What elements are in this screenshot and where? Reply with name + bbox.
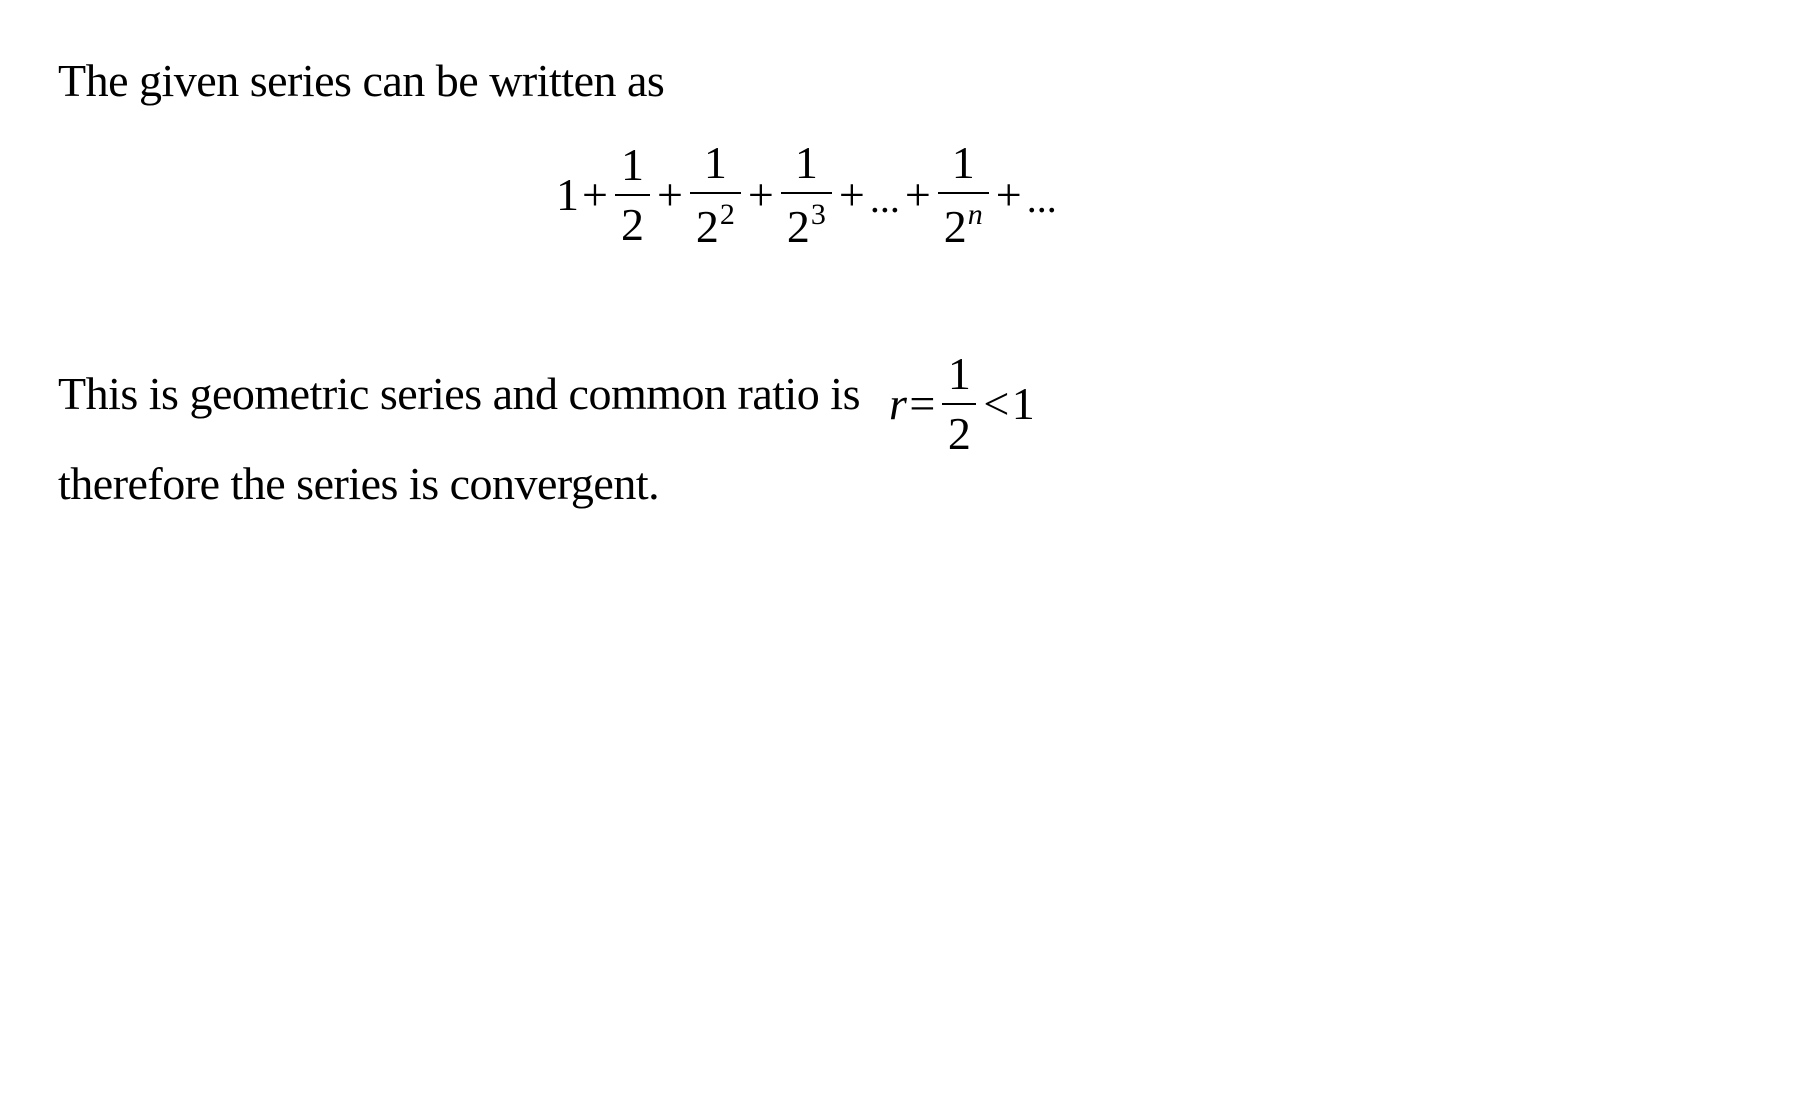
plus-sign: +: [582, 169, 608, 220]
ratio-variable: r: [888, 378, 907, 429]
fraction-denominator: 2$^n$: [943, 198, 983, 252]
series-term-1: [615, 139, 650, 250]
plus-sign: +: [838, 169, 865, 220]
exponent: n: [967, 198, 983, 231]
plus-sign: +: [747, 169, 774, 220]
series-equation: [556, 137, 1059, 252]
ratio-fraction: [942, 348, 977, 459]
series-term-2: [690, 137, 741, 252]
fraction-denominator: $2^3$: [786, 198, 826, 252]
ratio-bound: 1: [1011, 378, 1035, 429]
fraction-denominator: $2^2$: [695, 198, 735, 252]
plus-sign: +: [904, 169, 931, 220]
fraction-numerator: 1: [794, 137, 818, 188]
conclusion-text: therefore the series is convergent.: [58, 458, 660, 509]
ellipsis: ...: [1026, 176, 1057, 221]
fraction-numerator: 1: [620, 139, 644, 190]
ratio-line: [58, 341, 1035, 459]
exponent: 2: [719, 198, 735, 231]
fraction-denominator: 2: [620, 199, 644, 250]
ratio-sentence: This is geometric series and common ratio is: [58, 368, 860, 419]
fraction-denominator: 2: [947, 408, 971, 459]
series-term-3: [781, 137, 832, 252]
fraction-numerator: 1: [951, 137, 975, 188]
ratio-expression: [888, 348, 1035, 459]
ellipsis: ...: [869, 176, 900, 221]
series-general-term: [938, 137, 989, 252]
plus-sign: +: [656, 169, 683, 220]
equals-sign: =: [909, 378, 935, 429]
fraction-numerator: 1: [703, 137, 727, 188]
plus-sign: +: [995, 169, 1022, 220]
exponent: 3: [810, 198, 826, 231]
series-first-term: 1: [556, 169, 579, 220]
fraction-numerator: 1: [947, 348, 971, 399]
intro-text: The given series can be written as: [58, 55, 665, 106]
less-than-sign: <: [983, 378, 1009, 429]
